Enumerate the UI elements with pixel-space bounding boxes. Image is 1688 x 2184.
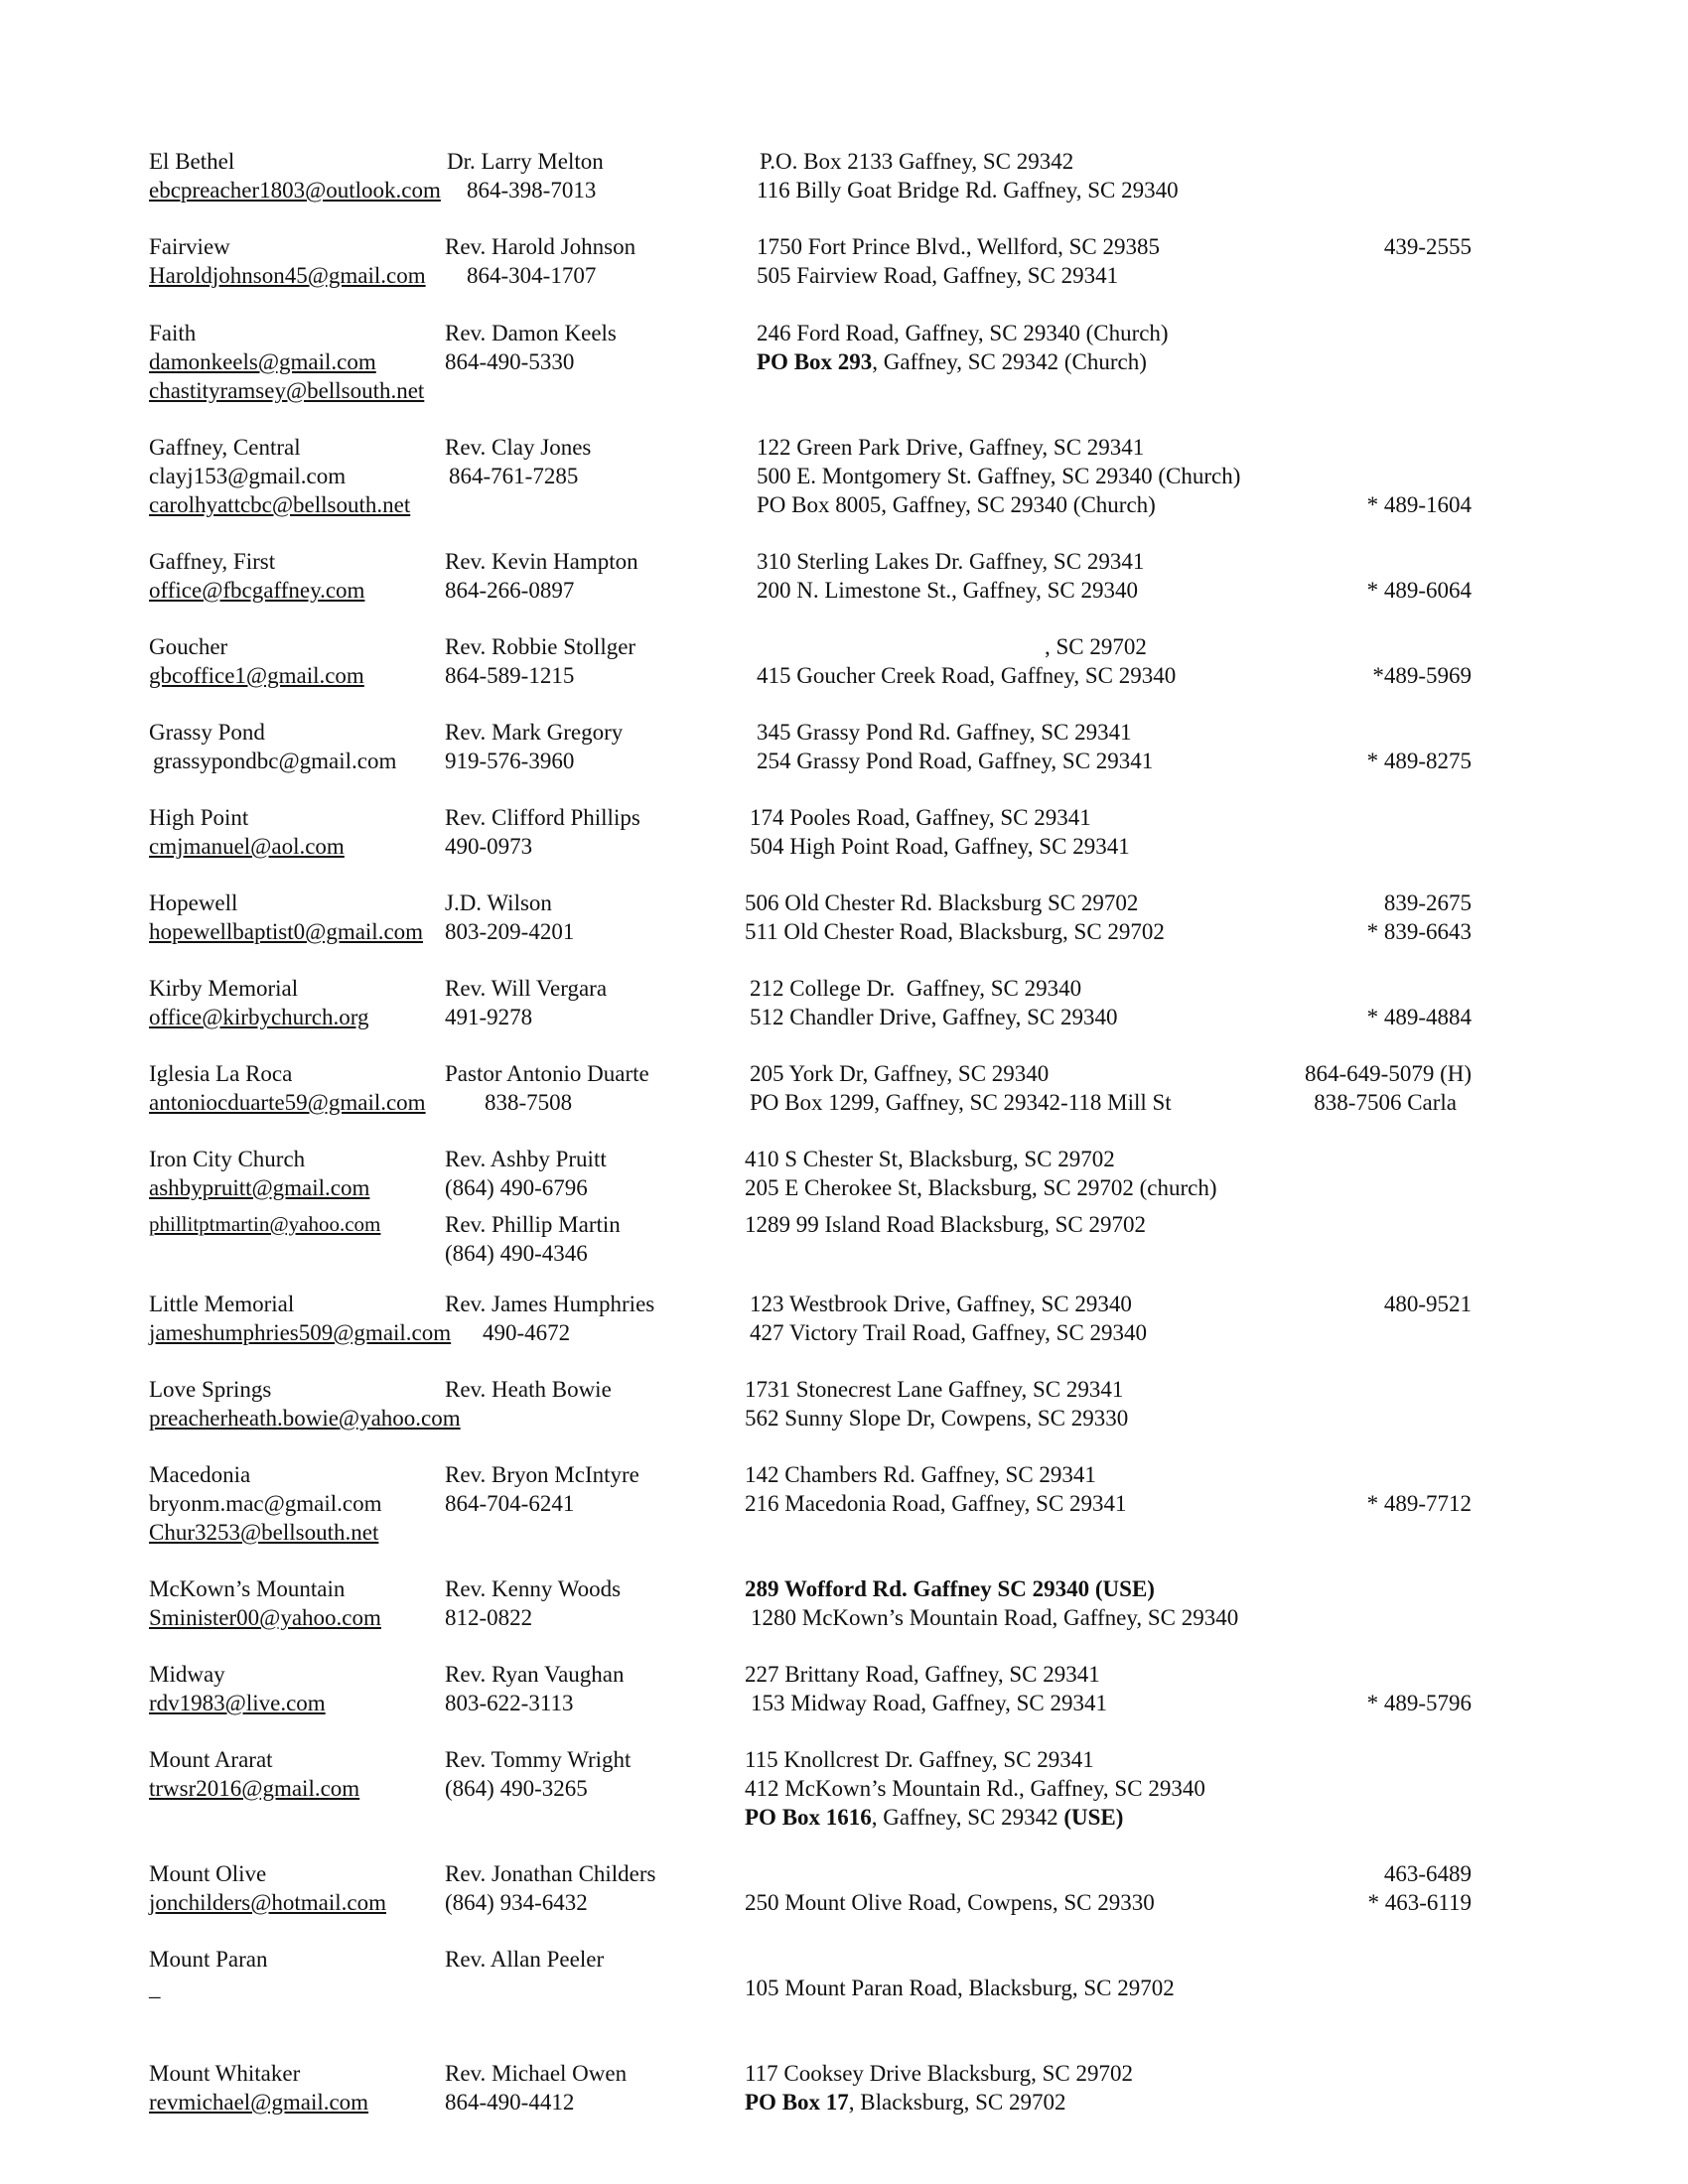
church-email[interactable]: bryonm.mac@gmail.com [149, 1491, 382, 1516]
church-email[interactable]: office@kirbychurch.org [149, 1005, 369, 1029]
church-name: El Bethel [149, 149, 235, 174]
pastor-phone: 864-490-4412 [445, 2090, 575, 2115]
address-rest: , Blacksburg, SC 29702 [848, 2090, 1066, 2115]
church-email[interactable]: ashbypruitt@gmail.com [149, 1175, 370, 1200]
pastor-name: Rev. Mark Gregory [445, 720, 624, 745]
church-email[interactable]: revmichael@gmail.com [149, 2090, 369, 2115]
address-line-2: 250 Mount Olive Road, Cowpens, SC 29330 [745, 1890, 1155, 1915]
address-line-1: , SC 29702 [1045, 634, 1147, 659]
church-email[interactable]: cmjmanuel@aol.com [149, 834, 345, 859]
church-phone: * 489-8275 [1366, 749, 1472, 773]
address-line-1: 117 Cooksey Drive Blacksburg, SC 29702 [745, 2061, 1133, 2086]
church-email[interactable]: rdv1983@live.com [149, 1691, 326, 1715]
pastor-name: Rev. Robbie Stollger [445, 634, 636, 659]
church-phone: *489-5969 [1372, 663, 1472, 688]
church-name: High Point [149, 805, 249, 830]
address-line-2: 1280 McKown’s Mountain Road, Gaffney, SC 29340 [751, 1605, 1239, 1630]
church-phone: * 489-5796 [1366, 1691, 1472, 1715]
church-name: McKown’s Mountain [149, 1576, 346, 1601]
address-line-1: 1750 Fort Prince Blvd., Wellford, SC 29385 [757, 234, 1160, 259]
pastor-name: Rev. Tommy Wright [445, 1747, 632, 1772]
address-line-1: 506 Old Chester Rd. Blacksburg SC 29702 [745, 890, 1139, 915]
church-email[interactable]: jonchilders@hotmail.com [149, 1890, 386, 1915]
pastor-name: Rev. Ryan Vaughan [445, 1662, 625, 1687]
church-name: Gaffney, Central [149, 435, 301, 460]
address-line-2: 512 Chandler Drive, Gaffney, SC 29340 [750, 1005, 1118, 1029]
church-name: Love Springs [149, 1377, 272, 1402]
second-pastor-name: Rev. Phillip Martin [445, 1212, 621, 1237]
church-email-blank: _ [149, 1976, 161, 2000]
address-line-2: PO Box 1299, Gaffney, SC 29342-118 Mill St [750, 1090, 1172, 1115]
second-pastor-phone: (864) 490-4346 [445, 1241, 588, 1266]
pastor-name: Dr. Larry Melton [447, 149, 604, 174]
pastor-name: Rev. Clifford Phillips [445, 805, 640, 830]
church-name: Gaffney, First [149, 549, 276, 574]
pastor-phone: 490-0973 [445, 834, 533, 859]
church-phone: * 489-4884 [1366, 1005, 1472, 1029]
church-name: Mount Paran [149, 1947, 268, 1972]
address-line-2: 562 Sunny Slope Dr, Cowpens, SC 29330 [745, 1406, 1129, 1431]
church-name: Macedonia [149, 1462, 251, 1487]
pastor-name: Rev. James Humphries [445, 1292, 655, 1316]
church-email[interactable]: trwsr2016@gmail.com [149, 1776, 360, 1801]
address-line-1: 310 Sterling Lakes Dr. Gaffney, SC 29341 [757, 549, 1145, 574]
address-line-1: 174 Pooles Road, Gaffney, SC 29341 [750, 805, 1091, 830]
use-label: (USE) [1063, 1805, 1124, 1830]
address-line-1: 142 Chambers Rd. Gaffney, SC 29341 [745, 1462, 1096, 1487]
pastor-phone: 864-266-0897 [445, 578, 575, 603]
church-email[interactable]: jameshumphries509@gmail.com [149, 1320, 452, 1345]
pastor-name: J.D. Wilson [445, 890, 552, 915]
church-email[interactable]: grassypondbc@gmail.com [153, 749, 397, 773]
address-line-1: P.O. Box 2133 Gaffney, SC 29342 [760, 149, 1074, 174]
church-email-secondary[interactable]: carolhyattcbc@bellsouth.net [149, 492, 411, 517]
church-email[interactable]: damonkeels@gmail.com [149, 349, 376, 374]
pastor-phone: 864-490-5330 [445, 349, 575, 374]
pastor-name: Rev. Kevin Hampton [445, 549, 638, 574]
church-email[interactable]: hopewellbaptist0@gmail.com [149, 919, 424, 944]
church-email-secondary[interactable]: phillitptmartin@yahoo.com [149, 1212, 381, 1236]
church-phone-secondary: * 839-6643 [1366, 919, 1472, 944]
address-line-1: 246 Ford Road, Gaffney, SC 29340 (Church) [757, 321, 1169, 345]
church-email[interactable]: office@fbcgaffney.com [149, 578, 365, 603]
po-box-bold: PO Box 1616 [745, 1805, 872, 1830]
pastor-name: Rev. Allan Peeler [445, 1947, 605, 1972]
pastor-phone: 803-622-3113 [445, 1691, 574, 1715]
church-email[interactable]: ebcpreacher1803@outlook.com [149, 178, 441, 203]
address-line-2: 116 Billy Goat Bridge Rd. Gaffney, SC 29340 [757, 178, 1179, 203]
pastor-phone: 864-589-1215 [445, 663, 575, 688]
address-line-2: 500 E. Montgomery St. Gaffney, SC 29340 (Church) [757, 464, 1241, 488]
pastor-name: Rev. Harold Johnson [445, 234, 636, 259]
address-line-1 [745, 1574, 1238, 1603]
address-line-1: 227 Brittany Road, Gaffney, SC 29341 [745, 1662, 1100, 1687]
church-phone: 463-6489 [1383, 1861, 1472, 1886]
church-phone: * 489-7712 [1366, 1491, 1472, 1516]
pastor-phone: 812-0822 [445, 1605, 533, 1630]
address-line-2: 254 Grassy Pond Road, Gaffney, SC 29341 [757, 749, 1154, 773]
church-email-secondary[interactable]: Chur3253@bellsouth.net [149, 1520, 379, 1545]
address-line-1: 122 Green Park Drive, Gaffney, SC 29341 [757, 435, 1145, 460]
church-email[interactable]: clayj153@gmail.com [149, 464, 347, 488]
church-phone: 480-9521 [1383, 1292, 1472, 1316]
church-email[interactable]: gbcoffice1@gmail.com [149, 663, 364, 688]
address-line-2: 504 High Point Road, Gaffney, SC 29341 [750, 834, 1130, 859]
address-line-2 [757, 347, 1169, 376]
pastor-phone: 864-761-7285 [449, 464, 579, 488]
church-phone: 439-2555 [1383, 234, 1472, 259]
church-email[interactable]: preacherheath.bowie@yahoo.com [149, 1406, 461, 1431]
address-line-1: 205 York Dr, Gaffney, SC 29340 [750, 1061, 1050, 1086]
church-name: Faith [149, 321, 197, 345]
address-line-2: 205 E Cherokee St, Blacksburg, SC 29702 (church) [745, 1175, 1217, 1200]
address-rest: , Gaffney, SC 29342 (Church) [872, 349, 1147, 374]
church-name: Iglesia La Roca [149, 1061, 293, 1086]
church-email[interactable]: Sminister00@yahoo.com [149, 1605, 381, 1630]
church-phone: * 489-1604 [1366, 492, 1472, 517]
pastor-phone: 803-209-4201 [445, 919, 575, 944]
pastor-name: Pastor Antonio Duarte [445, 1061, 649, 1086]
address-line-2: 511 Old Chester Road, Blacksburg, SC 29702 [745, 919, 1165, 944]
address-line-2: 216 Macedonia Road, Gaffney, SC 29341 [745, 1491, 1127, 1516]
address-line-2: 412 McKown’s Mountain Rd., Gaffney, SC 29340 [745, 1776, 1205, 1801]
pastor-phone: 864-304-1707 [467, 263, 597, 288]
church-name: Mount Whitaker [149, 2061, 301, 2086]
address-line-1: 212 College Dr. Gaffney, SC 29340 [750, 976, 1082, 1001]
church-name: Iron City Church [149, 1147, 306, 1171]
pastor-name: Rev. Michael Owen [445, 2061, 628, 2086]
po-box-bold: PO Box 293 [757, 349, 873, 374]
church-phone: 839-2675 [1383, 890, 1472, 915]
address-line-2: 415 Goucher Creek Road, Gaffney, SC 29340 [757, 663, 1177, 688]
address-line-1: 410 S Chester St, Blacksburg, SC 29702 [745, 1147, 1115, 1171]
church-email[interactable]: Haroldjohnson45@gmail.com [149, 263, 426, 288]
address-line-2: 105 Mount Paran Road, Blacksburg, SC 29702 [745, 1976, 1175, 2000]
pastor-name: Rev. Damon Keels [445, 321, 617, 345]
pastor-phone: 919-576-3960 [445, 749, 575, 773]
church-email-secondary[interactable]: chastityramsey@bellsouth.net [149, 378, 425, 403]
church-name: Hopewell [149, 890, 238, 915]
church-email[interactable]: antoniocduarte59@gmail.com [149, 1090, 426, 1115]
pastor-phone: 838-7508 [485, 1090, 573, 1115]
address-line-1: 115 Knollcrest Dr. Gaffney, SC 29341 [745, 1747, 1094, 1772]
address-line-3: PO Box 8005, Gaffney, SC 29340 (Church) [757, 492, 1156, 517]
pastor-phone: 864-704-6241 [445, 1491, 575, 1516]
church-phone-secondary: 838-7506 Carla [1314, 1090, 1457, 1115]
address-line-1: 123 Westbrook Drive, Gaffney, SC 29340 [750, 1292, 1132, 1316]
address-line-2 [745, 2088, 1133, 2116]
address-line-2: 505 Fairview Road, Gaffney, SC 29341 [757, 263, 1119, 288]
pastor-phone: 490-4672 [483, 1320, 571, 1345]
pastor-phone: 491-9278 [445, 1005, 533, 1029]
address-line-2: 200 N. Limestone St., Gaffney, SC 29340 [757, 578, 1138, 603]
address-bold: 289 Wofford Rd. Gaffney SC 29340 (USE) [745, 1576, 1155, 1601]
address-line-3 [745, 1803, 1205, 1832]
pastor-phone: (864) 490-3265 [445, 1776, 588, 1801]
church-name: Kirby Memorial [149, 976, 299, 1001]
pastor-phone: (864) 490-6796 [445, 1175, 588, 1200]
pastor-name: Rev. Clay Jones [445, 435, 592, 460]
pastor-name: Rev. Ashby Pruitt [445, 1147, 607, 1171]
address-line-2: 153 Midway Road, Gaffney, SC 29341 [751, 1691, 1108, 1715]
church-name: Fairview [149, 234, 230, 259]
church-name: Midway [149, 1662, 225, 1687]
church-phone: * 489-6064 [1366, 578, 1472, 603]
address-line-1: 345 Grassy Pond Rd. Gaffney, SC 29341 [757, 720, 1132, 745]
pastor-name: Rev. Heath Bowie [445, 1377, 612, 1402]
church-name: Mount Ararat [149, 1747, 273, 1772]
pastor-name: Rev. Will Vergara [445, 976, 608, 1001]
church-phone-secondary: * 463-6119 [1367, 1890, 1472, 1915]
address-line-2: 427 Victory Trail Road, Gaffney, SC 29340 [750, 1320, 1148, 1345]
church-name: Grassy Pond [149, 720, 265, 745]
po-box-bold: PO Box 17 [745, 2090, 849, 2115]
church-name: Goucher [149, 634, 228, 659]
pastor-phone: 864-398-7013 [467, 178, 597, 203]
pastor-name: Rev. Bryon McIntyre [445, 1462, 639, 1487]
pastor-name: Rev. Kenny Woods [445, 1576, 622, 1601]
address-rest: , Gaffney, SC 29342 [871, 1805, 1064, 1830]
address-line-1: 1731 Stonecrest Lane Gaffney, SC 29341 [745, 1377, 1124, 1402]
church-phone: 864-649-5079 (H) [1305, 1061, 1472, 1086]
church-name: Little Memorial [149, 1292, 295, 1316]
church-name: Mount Olive [149, 1861, 267, 1886]
address-line-3: 1289 99 Island Road Blacksburg, SC 29702 [745, 1212, 1146, 1237]
pastor-name: Rev. Jonathan Childers [445, 1861, 656, 1886]
pastor-phone: (864) 934-6432 [445, 1890, 588, 1915]
